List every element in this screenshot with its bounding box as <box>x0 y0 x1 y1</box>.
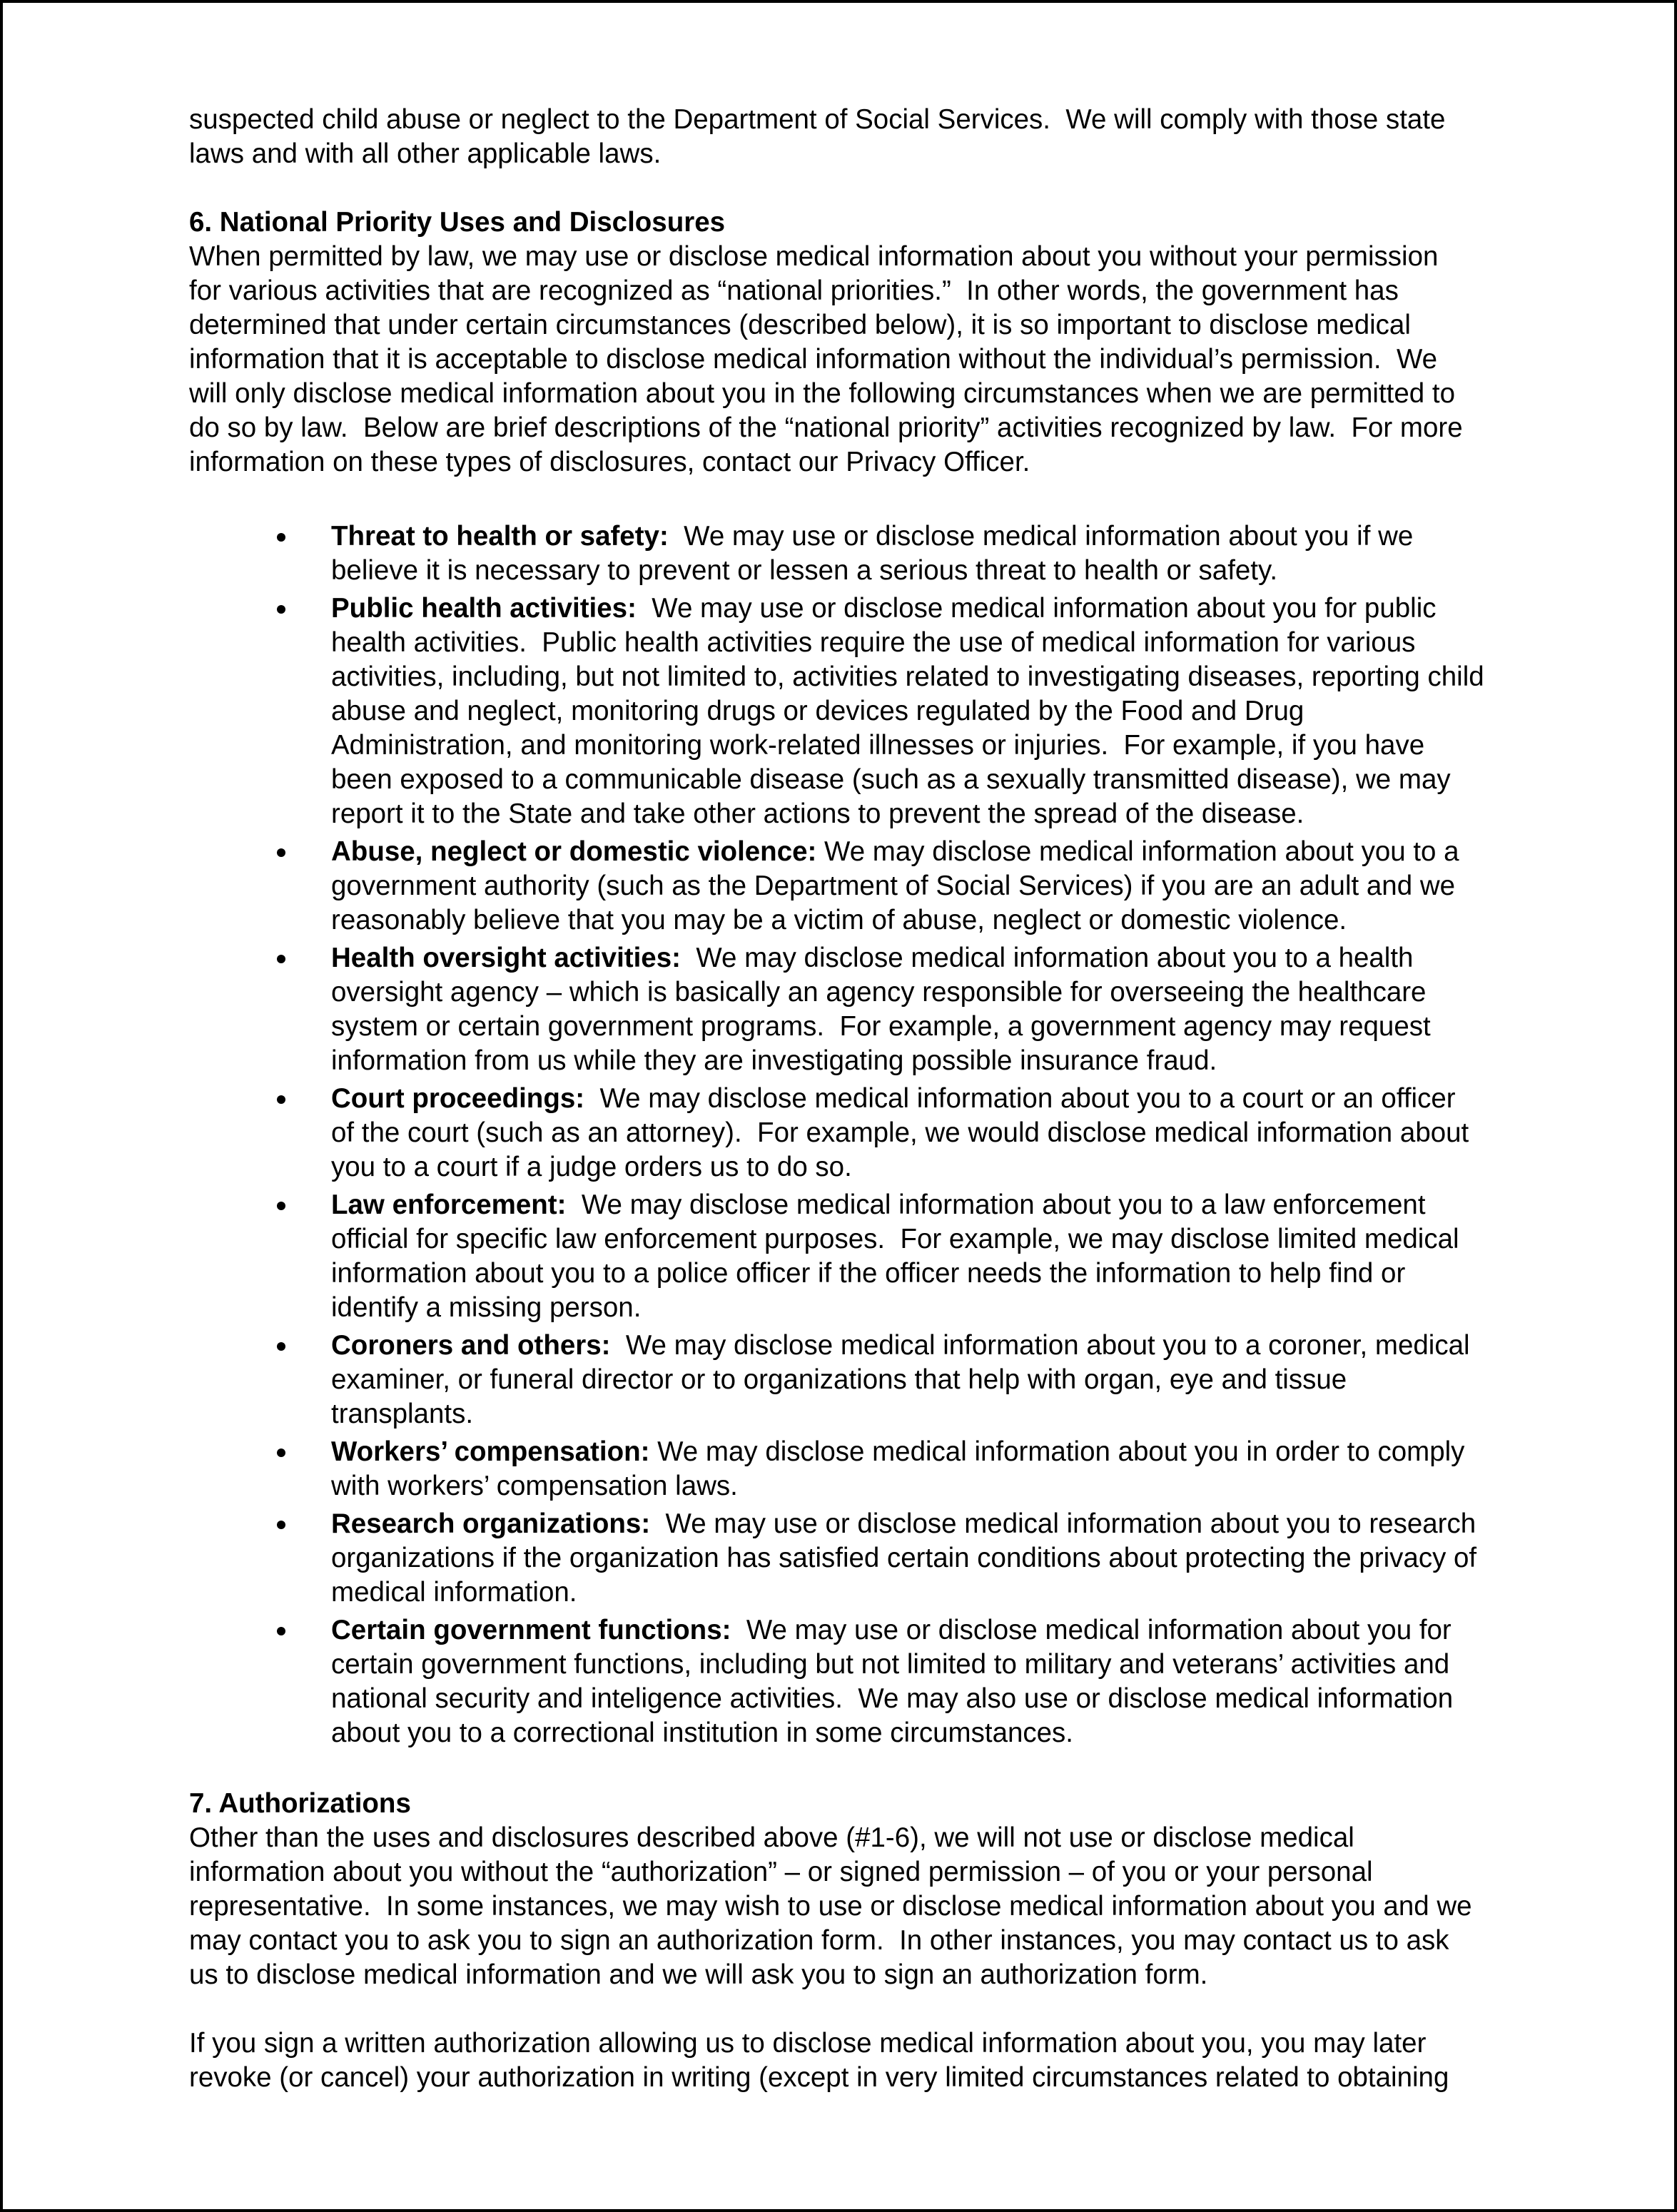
text-line: with workers’ compensation laws. <box>331 1471 738 1501</box>
bullet-first-line <box>331 1507 1588 1541</box>
section-paragraph <box>189 240 1588 480</box>
bullet-first-line <box>331 835 1588 869</box>
text-line: organizations if the organization has satisfied certain conditions about protecting the privacy of <box>331 1543 1477 1573</box>
text-line: activities, including, but not limited to, activities related to investigating diseases, reporting child <box>331 661 1484 692</box>
intro-paragraph <box>189 103 1588 171</box>
bullet-label: Threat to health or safety: <box>331 521 669 552</box>
bullet-label: Court proceedings: <box>331 1083 585 1114</box>
bullet-first-line <box>331 1613 1588 1648</box>
bullet-first-line <box>331 1329 1588 1363</box>
text-line: of the court (such as an attorney). For example, we would disclose medical information about <box>331 1117 1469 1148</box>
bullet-icon <box>274 519 288 554</box>
text-line: system or certain government programs. For example, a government agency may request <box>331 1011 1431 1042</box>
text-line: report it to the State and take other actions to prevent the spread of the disease. <box>331 798 1304 829</box>
text-line: will only disclose medical information about you in the following circumstances when we are permitted to <box>189 378 1455 409</box>
bullet-text: We may use or disclose medical information about you to research <box>650 1508 1476 1539</box>
text-line: transplants. <box>331 1399 474 1429</box>
bullet-item <box>189 1507 1588 1610</box>
bullet-list <box>189 519 1588 1750</box>
bullet-item <box>189 835 1588 938</box>
text-line: government authority (such as the Department of Social Services) if you are an adult and we <box>331 871 1456 901</box>
bullet-label: Health oversight activities: <box>331 943 681 973</box>
section-heading: 7. Authorizations <box>189 1788 411 1819</box>
text-line: suspected child abuse or neglect to the Department of Social Services. We will comply with those state <box>189 104 1446 135</box>
bullet-first-line <box>331 1188 1588 1222</box>
text-line: Other than the uses and disclosures described above (#1-6), we will not use or disclose medical <box>189 1822 1354 1853</box>
text-line: information from us while they are investigating possible insurance fraud. <box>331 1045 1217 1076</box>
bullet-text: We may disclose medical information about you to a coroner, medical <box>610 1330 1470 1361</box>
bullet-icon <box>274 1435 288 1469</box>
bullet-icon <box>274 1613 288 1648</box>
spacer <box>189 1992 1588 2026</box>
text-line: abuse and neglect, monitoring drugs or devices regulated by the Food and Drug <box>331 696 1304 726</box>
section-paragraph <box>189 1821 1588 1992</box>
text-line: oversight agency – which is basically an agency responsible for overseeing the healthcare <box>331 977 1427 1008</box>
text-line: may contact you to ask you to sign an authorization form. In other instances, you may contact us to ask <box>189 1925 1449 1956</box>
bullet-item <box>189 519 1588 588</box>
spacer <box>189 1754 1588 1787</box>
text-line: health activities. Public health activities require the use of medical information for various <box>331 627 1416 658</box>
text-line: Administration, and monitoring work-related illnesses or injuries. For example, if you have <box>331 730 1425 761</box>
bullet-item <box>189 1613 1588 1750</box>
bullet-item <box>189 592 1588 831</box>
text-line: If you sign a written authorization allowing us to disclose medical information about you, you may later <box>189 2028 1427 2059</box>
text-line: revoke (or cancel) your authorization in writing (except in very limited circumstances related to obtaining <box>189 2062 1449 2093</box>
bullet-item <box>189 941 1588 1078</box>
bullet-text: We may disclose medical information about you in order to comply <box>649 1436 1465 1467</box>
page-content <box>189 103 1588 2095</box>
bullet-item <box>189 1082 1588 1184</box>
bullet-label: Coroners and others: <box>331 1330 611 1361</box>
bullet-text: We may disclose medical information about you to a health <box>680 943 1414 973</box>
text-line: laws and with all other applicable laws. <box>189 138 662 169</box>
text-line: reasonably believe that you may be a victim of abuse, neglect or domestic violence. <box>331 905 1347 935</box>
text-line: official for specific law enforcement purposes. For example, we may disclose limited medical <box>331 1224 1459 1254</box>
bullet-text: We may disclose medical information about you to a <box>816 836 1459 867</box>
bullet-text: We may use or disclose medical information about you for public <box>636 593 1437 624</box>
bullet-text: We may disclose medical information about you to a court or an officer <box>584 1083 1456 1114</box>
bullet-text: We may use or disclose medical information about you if we <box>668 521 1414 552</box>
text-line: us to disclose medical information and we will ask you to sign an authorization form. <box>189 1959 1208 1990</box>
bullet-text: We may use or disclose medical information about you for <box>731 1615 1451 1645</box>
text-line: been exposed to a communicable disease (such as a sexually transmitted disease), we may <box>331 764 1451 795</box>
text-line: information about you to a police officer if the officer needs the information to help find or <box>331 1258 1406 1289</box>
text-line: national security and inteligence activities. We may also use or disclose medical information <box>331 1683 1454 1714</box>
section-heading: 6. National Priority Uses and Disclosures <box>189 207 726 238</box>
text-line: When permitted by law, we may use or disclose medical information about you without your permission <box>189 241 1439 272</box>
bullet-first-line <box>331 1082 1588 1116</box>
bullet-item <box>189 1435 1588 1503</box>
bullet-label: Law enforcement: <box>331 1189 567 1220</box>
bullet-icon <box>274 1329 288 1363</box>
section-6 <box>189 206 1588 1750</box>
bullet-label: Abuse, neglect or domestic violence: <box>331 836 817 867</box>
text-line: identify a missing person. <box>331 1292 642 1323</box>
bullet-item <box>189 1188 1588 1325</box>
bullet-icon <box>274 1188 288 1222</box>
bullet-label: Research organizations: <box>331 1508 651 1539</box>
bullet-first-line <box>331 592 1588 626</box>
bullet-label: Workers’ compensation: <box>331 1436 650 1467</box>
bullet-first-line <box>331 941 1588 975</box>
bullet-text: We may disclose medical information about you to a law enforcement <box>566 1189 1426 1220</box>
bullet-icon <box>274 1082 288 1116</box>
bullet-icon <box>274 1507 288 1541</box>
text-line: believe it is necessary to prevent or lessen a serious threat to health or safety. <box>331 555 1278 586</box>
text-line: you to a court if a judge orders us to do so. <box>331 1152 852 1182</box>
text-line: information on these types of disclosures, contact our Privacy Officer. <box>189 447 1030 477</box>
bullet-icon <box>274 835 288 869</box>
bullet-first-line <box>331 1435 1588 1469</box>
text-line: for various activities that are recognized as “national priorities.” In other words, the government has <box>189 275 1399 306</box>
bullet-icon <box>274 941 288 975</box>
bullet-label: Public health activities: <box>331 593 637 624</box>
text-line: representative. In some instances, we may wish to use or disclose medical information about you and we <box>189 1891 1472 1922</box>
section-7 <box>189 1787 1588 2095</box>
text-line: medical information. <box>331 1577 577 1608</box>
bullet-item <box>189 1329 1588 1431</box>
text-line: determined that under certain circumstances (described below), it is so important to disclose medical <box>189 310 1411 340</box>
bullet-first-line <box>331 519 1588 554</box>
bullet-icon <box>274 592 288 626</box>
spacer <box>189 171 1588 206</box>
text-line: do so by law. Below are brief descriptions of the “national priority” activities recognized by law. For more <box>189 412 1463 443</box>
text-line: examiner, or funeral director or to organizations that help with organ, eye and tissue <box>331 1364 1347 1395</box>
text-line: about you to a correctional institution in some circumstances. <box>331 1718 1074 1748</box>
bullet-label: Certain government functions: <box>331 1615 731 1645</box>
text-line: information that it is acceptable to disclose medical information without the individual’s permission. We <box>189 344 1438 375</box>
text-line: information about you without the “authorization” – or signed permission – of you or your personal <box>189 1857 1373 1887</box>
text-line: certain government functions, including but not limited to military and veterans’ activities and <box>331 1649 1450 1680</box>
section-paragraph <box>189 2026 1588 2095</box>
